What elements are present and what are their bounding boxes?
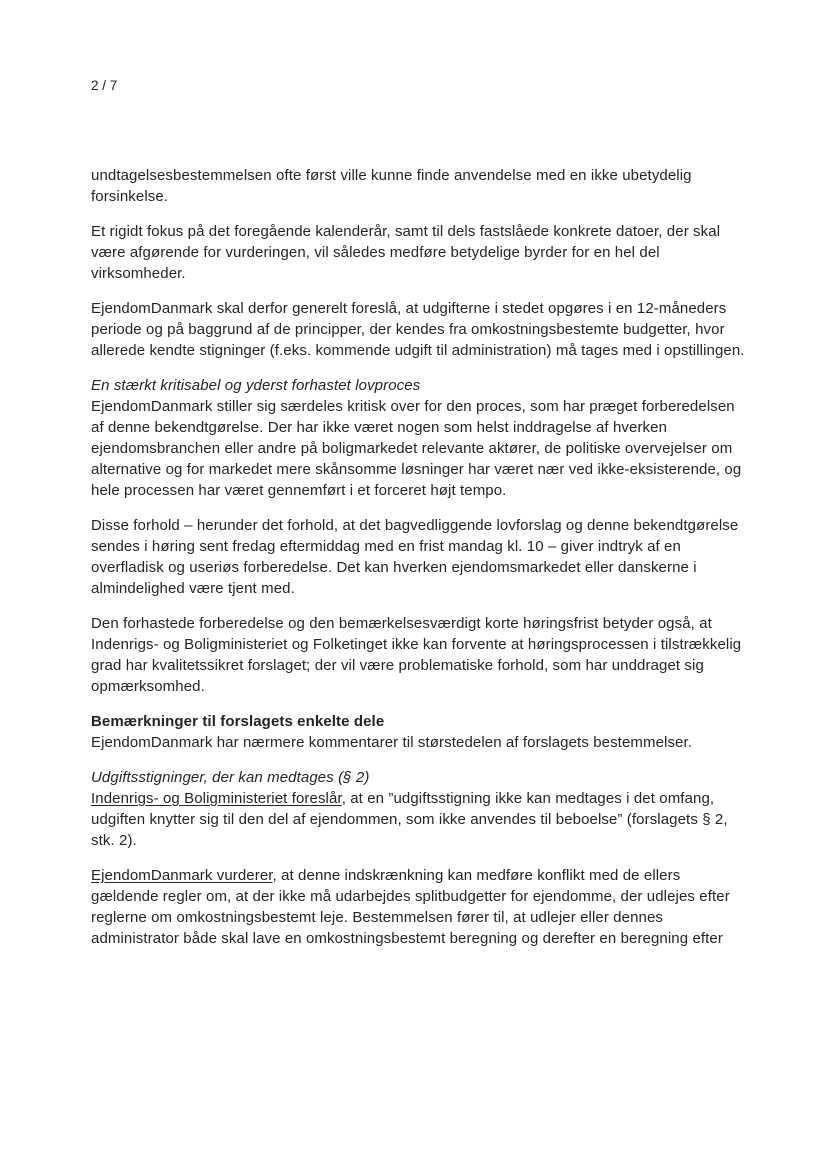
paragraph: Den forhastede forberedelse og den bemærkelsesværdigt korte høringsfrist betyder også, at Indenrigs- og Boligministeriet og Folketinget ikke kan forvente at høringsprocessen i tilstrækkelig grad har kvalitetssikret forslaget; der vil være problematiske forhold, som har unddraget sig opmærksomhed. — [91, 615, 742, 695]
paragraph: EjendomDanmark vurderer, at denne indskrænkning kan medføre konflikt med de ellers gældende regler om, at der ikke må udarbejdes splitbudgetter for ejendomme, der udlejes efter reglerne om omkostningsbestemt leje. Bestemmelsen fører til, at udlejer eller dennes administrator både skal lave en omkostningsbestemt beregning og derefter en beregning efter — [91, 867, 730, 947]
paragraph: Disse forhold – herunder det forhold, at det bagvedliggende lovforslag og denne bekendtgørelse sendes i høring sent fredag eftermiddag med en frist mandag kl. 10 – giver indtryk af en overfladisk og useriøs forberedelse. Det kan hverken ejendomsmarkedet eller danskerne i almindelighed være tjent med. — [91, 517, 739, 597]
paragraph: EjendomDanmark har nærmere kommentarer til størstedelen af forslagets bestemmelser. — [91, 734, 693, 751]
section-heading-italic: En stærkt kritisabel og yderst forhastet lovproces — [91, 377, 421, 394]
document-content — [91, 165, 746, 949]
underlined-lead: Indenrigs- og Boligministeriet foreslår — [91, 790, 342, 807]
paragraph: EjendomDanmark stiller sig særdeles kritisk over for den proces, som har præget forberedelsen af denne bekendtgørelse. Der har ikke været nogen som helst inddragelse af hverken ejendomsbranchen eller andre på boligmarkedet relevante aktører, de politiske overvejelser om alternative og for markedet mere skånsomme løsninger har været nær ved ikke-eksisterende, og hele processen har været gennemført i et forceret højt tempo. — [91, 398, 742, 499]
section-heading-italic: Udgiftsstigninger, der kan medtages (§ 2) — [91, 769, 370, 786]
paragraph: Et rigidt fokus på det foregående kalenderår, samt til dels fastslåede konkrete datoer, der skal være afgørende for vurderingen, vil således medføre betydelige byrder for en hel del virksomheder. — [91, 223, 721, 282]
paragraph: Indenrigs- og Boligministeriet foreslår, at en ”udgiftsstigning ikke kan medtages i det omfang, udgiften knytter sig til den del af ejendommen, som ikke anvendes til beboelse” (forslagets § 2, stk. 2). — [91, 790, 728, 849]
paragraph: undtagelsesbestemmelsen ofte først ville kunne finde anvendelse med en ikke ubetydelig forsinkelse. — [91, 167, 692, 205]
section-heading-bold: Bemærkninger til forslagets enkelte dele — [91, 713, 385, 730]
page-number: 2 / 7 — [91, 78, 118, 93]
underlined-lead: EjendomDanmark vurderer — [91, 867, 273, 884]
paragraph: EjendomDanmark skal derfor generelt foreslå, at udgifterne i stedet opgøres i en 12-måneders periode og på baggrund af de principper, der kendes fra omkostningsbestemte budgetter, hvor allerede kendte stigninger (f.eks. kommende udgift til administration) må tages med i opstillingen. — [91, 300, 745, 359]
